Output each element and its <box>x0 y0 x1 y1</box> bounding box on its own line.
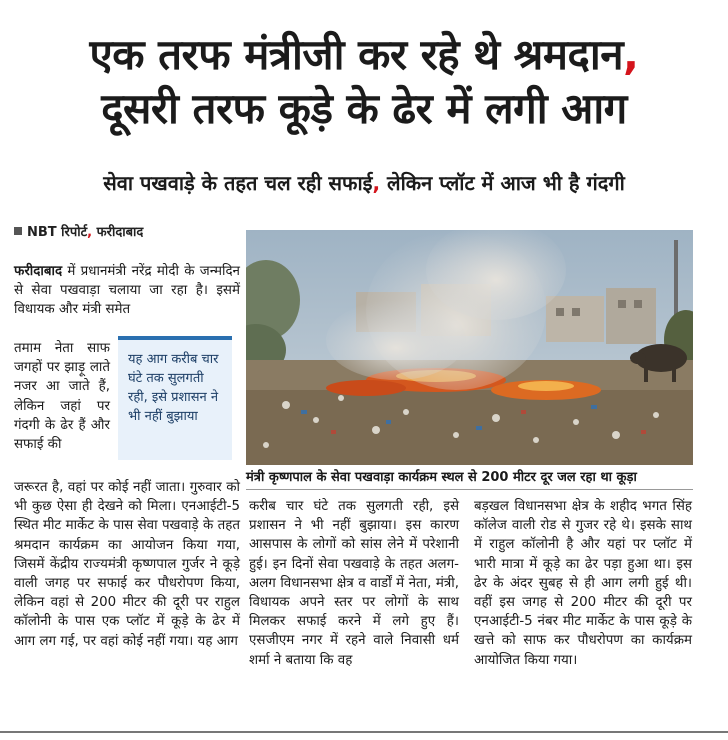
article-col1-bottom: जरूरत है, वहां पर कोई नहीं जाता। गुरुवार को भी कुछ ऐसा ही देखने को मिला। एनआईटी-5 स्थित मीट मार्केट के पास सेवा पखवाड़े के तहत श्रमदान कार्यक्रम का आयोजन किया गया, जिसमें केंद्रीय राज्यमंत्री कृष्णपाल गुर्जर ने कूड़े वाली जगह पर सफाई कर पौधरोपण किया, लेकिन वहां से 200 मीटर की दूरी पर राहुल कॉलोनी के पास एक प्लॉट में कूड़े के ढेर में आग लग गई, पर वहां कोई नहीं गया। यह आग <box>14 480 240 649</box>
article-col1-top <box>14 262 240 320</box>
page-bottom-rule <box>0 731 728 733</box>
article-col3: बड़खल विधानसभा क्षेत्र के शहीद भगत सिंह कॉलेज वाली रोड से गुजर रहे थे। इसके साथ में राहुल कॉलोनी है और यहां पर प्लॉट में भारी मात्रा में कूड़े का ढेर पड़ा हुआ था। इस ढेर के अंदर सुबह से ही आग लगी हुई थी। वहीं इस जगह से 200 मीटर की दूरी पर एनआईटी-5 नंबर मीट मार्केट के पास कूड़े के खत्ते को साफ कर पौधरोपण का कार्यक्रम आयोजित किया गया। <box>474 499 692 668</box>
headline-line-2: दूसरी तरफ कूड़े के ढेर में लगी आग <box>101 84 627 133</box>
byline-source: NBT रिपोर्ट <box>27 225 88 240</box>
byline <box>14 222 143 240</box>
pull-quote: यह आग करीब चार घंटे तक सुलगती रही, इसे प्रशासन ने भी नहीं बुझाया <box>118 336 232 460</box>
headline-comma: , <box>623 30 639 79</box>
photo-caption: मंत्री कृष्णपाल के सेवा पखवाड़ा कार्यक्रम स्थल से 200 मीटर दूर जल रहा था कूड़ा <box>246 470 637 485</box>
news-photo-garbage-fire <box>246 230 693 465</box>
headline-line-1-text: एक तरफ मंत्रीजी कर रहे थे श्रमदान <box>89 30 624 79</box>
article-col2: करीब चार घंटे तक सुलगती रही, इसे प्रशासन ने भी नहीं बुझाया। इस कारण आसपास के लोगों को सांस लेने में परेशानी हुई। इन दिनों सेवा पखवाड़े के तहत अलग-अलग विधानसभा क्षेत्र व वार्डों में नेता, मंत्री, विधायक अपने स्तर पर लोगों के साथ मिलकर सफाई करने में लगे हुए हैं। एसजीएम नगर में रहने वाले निवासी धर्म शर्मा ने बताया कि वह <box>249 499 459 668</box>
article-col1-narrow: तमाम नेता साफ जगहों पर झाड़ू लाते नजर आ जाते हैं, लेकिन जहां पर गंदगी के ढेर हैं और सफाई की <box>14 341 110 453</box>
subheadline <box>0 168 728 198</box>
subhead-part-2: लेकिन प्लॉट में आज भी है गंदगी <box>380 171 625 195</box>
byline-city: फरीदाबाद <box>92 225 144 240</box>
caption-divider <box>246 489 693 490</box>
subhead-comma: , <box>372 171 381 195</box>
headline <box>0 28 728 136</box>
article-lead-word: फरीदाबाद <box>14 264 63 279</box>
byline-comma: , <box>87 225 93 240</box>
subhead-part-1: सेवा पखवाड़े के तहत चल रही सफाई <box>103 171 373 195</box>
headline-line-1 <box>0 28 728 82</box>
byline-square-icon <box>14 227 22 235</box>
article-col1-top-text: में प्रधानमंत्री नरेंद्र मोदी के जन्मदिन से सेवा पखवाड़ा चलाया जा रहा है। इसमें विधायक और मंत्री समेत <box>14 264 240 318</box>
